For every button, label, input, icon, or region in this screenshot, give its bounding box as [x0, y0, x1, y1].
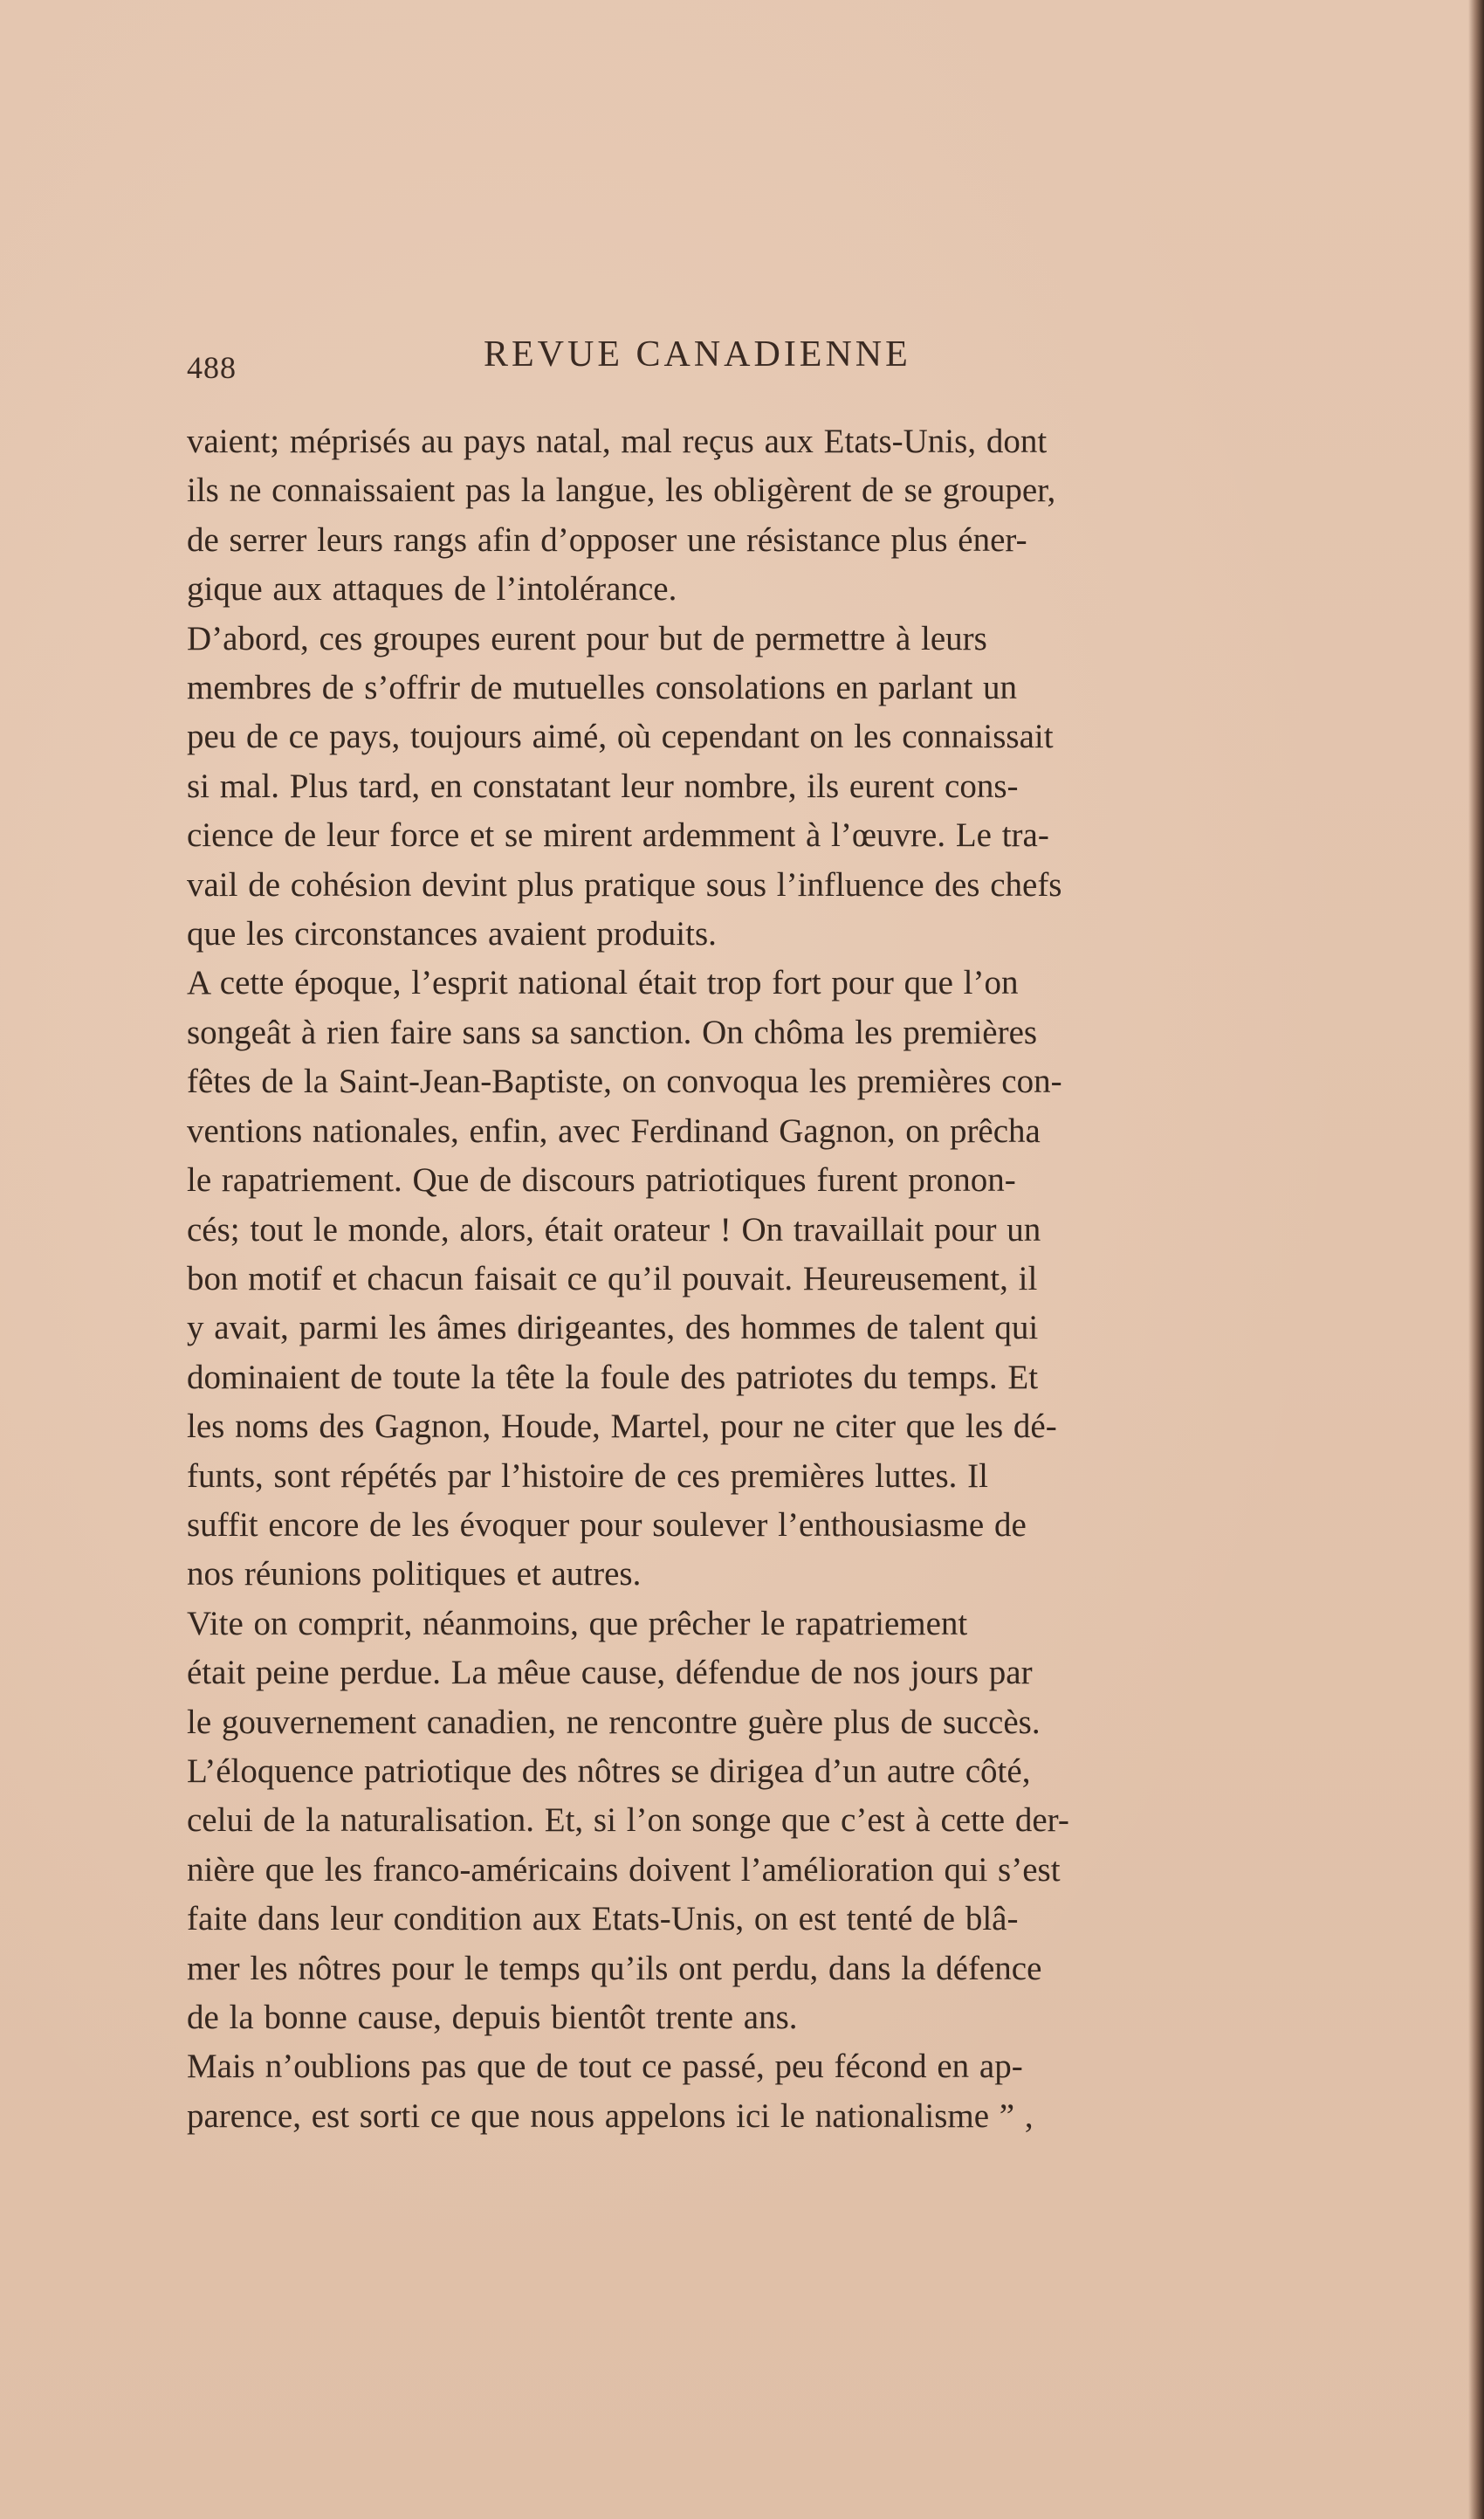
- paragraph-4: Vite on comprit, néanmoins, que prêcher le rapatriement était peine perdue. La mêue cause, défendue de nos jours par le gouvernement canadien, ne rencontre guère plus de succès. L’éloquence patriotique des nôtres se dirigea d’un autre côté, celui de la naturalisation. Et, si l’on songe que c’est à cette der- nière que les franco-américains doivent l’amélioration qui s’est faite dans leur condition aux Etats-Unis, on est tenté de blâ- mer les nôtres pour le temps qu’ils ont perdu, dans la défence de la bonne cause, depuis bientôt trente ans.: [187, 1604, 1069, 2036]
- page-binding-edge: [1468, 0, 1484, 2519]
- page-header: [187, 334, 1295, 386]
- body-text: [187, 417, 1302, 2141]
- running-title: REVUE CANADIENNE: [484, 334, 911, 375]
- page-number: 488: [187, 350, 237, 385]
- paragraph-1: vaient; méprisés au pays natal, mal reçus aux Etats-Unis, dont ils ne connaissaient pas la langue, les obligèrent de se grouper, de serrer leurs rangs afin d’opposer une résistance plus éner- gique aux attaques de l’intolérance.: [187, 423, 1056, 609]
- paragraph-2: D’abord, ces groupes eurent pour but de permettre à leurs membres de s’offrir de mutuelles consolations en parlant un peu de ce pays, toujours aimé, où cependant on les connaissait si mal. Plus tard, en constatant leur nombre, ils eurent cons- cience de leur force et se mirent ardemment à l’œuvre. Le tra- vail de cohésion devint plus pratique sous l’influence des chefs que les circonstances avaient produits.: [187, 619, 1062, 953]
- paragraph-3: A cette époque, l’esprit national était trop fort pour que l’on songeât à rien faire sans sa sanction. On chôma les premières fêtes de la Saint-Jean-Baptiste, on convoqua les premières con- ventions nationales, enfin, avec Ferdinand Gagnon, on prêcha le rapatriement. Que de discours patriotiques furent pronon- cés; tout le monde, alors, était orateur ! On travaillait pour un bon motif et chacun faisait ce qu’il pouvait. Heureusement, il y avait, parmi les âmes dirigeantes, des hommes de talent qui dominaient de toute la tête la foule des patriotes du temps. Et les noms des Gagnon, Houde, Martel, pour ne citer que les dé- funts, sont répétés par l’histoire de ces premières luttes. Il suffit encore de les évoquer pour soulever l’enthousiasme de nos réunions politiques et autres.: [187, 964, 1062, 1593]
- paragraph-5: Mais n’oublions pas que de tout ce passé, peu fécond en ap- parence, est sorti ce que nous appelons ici le nationalisme ” ,: [187, 2048, 1034, 2135]
